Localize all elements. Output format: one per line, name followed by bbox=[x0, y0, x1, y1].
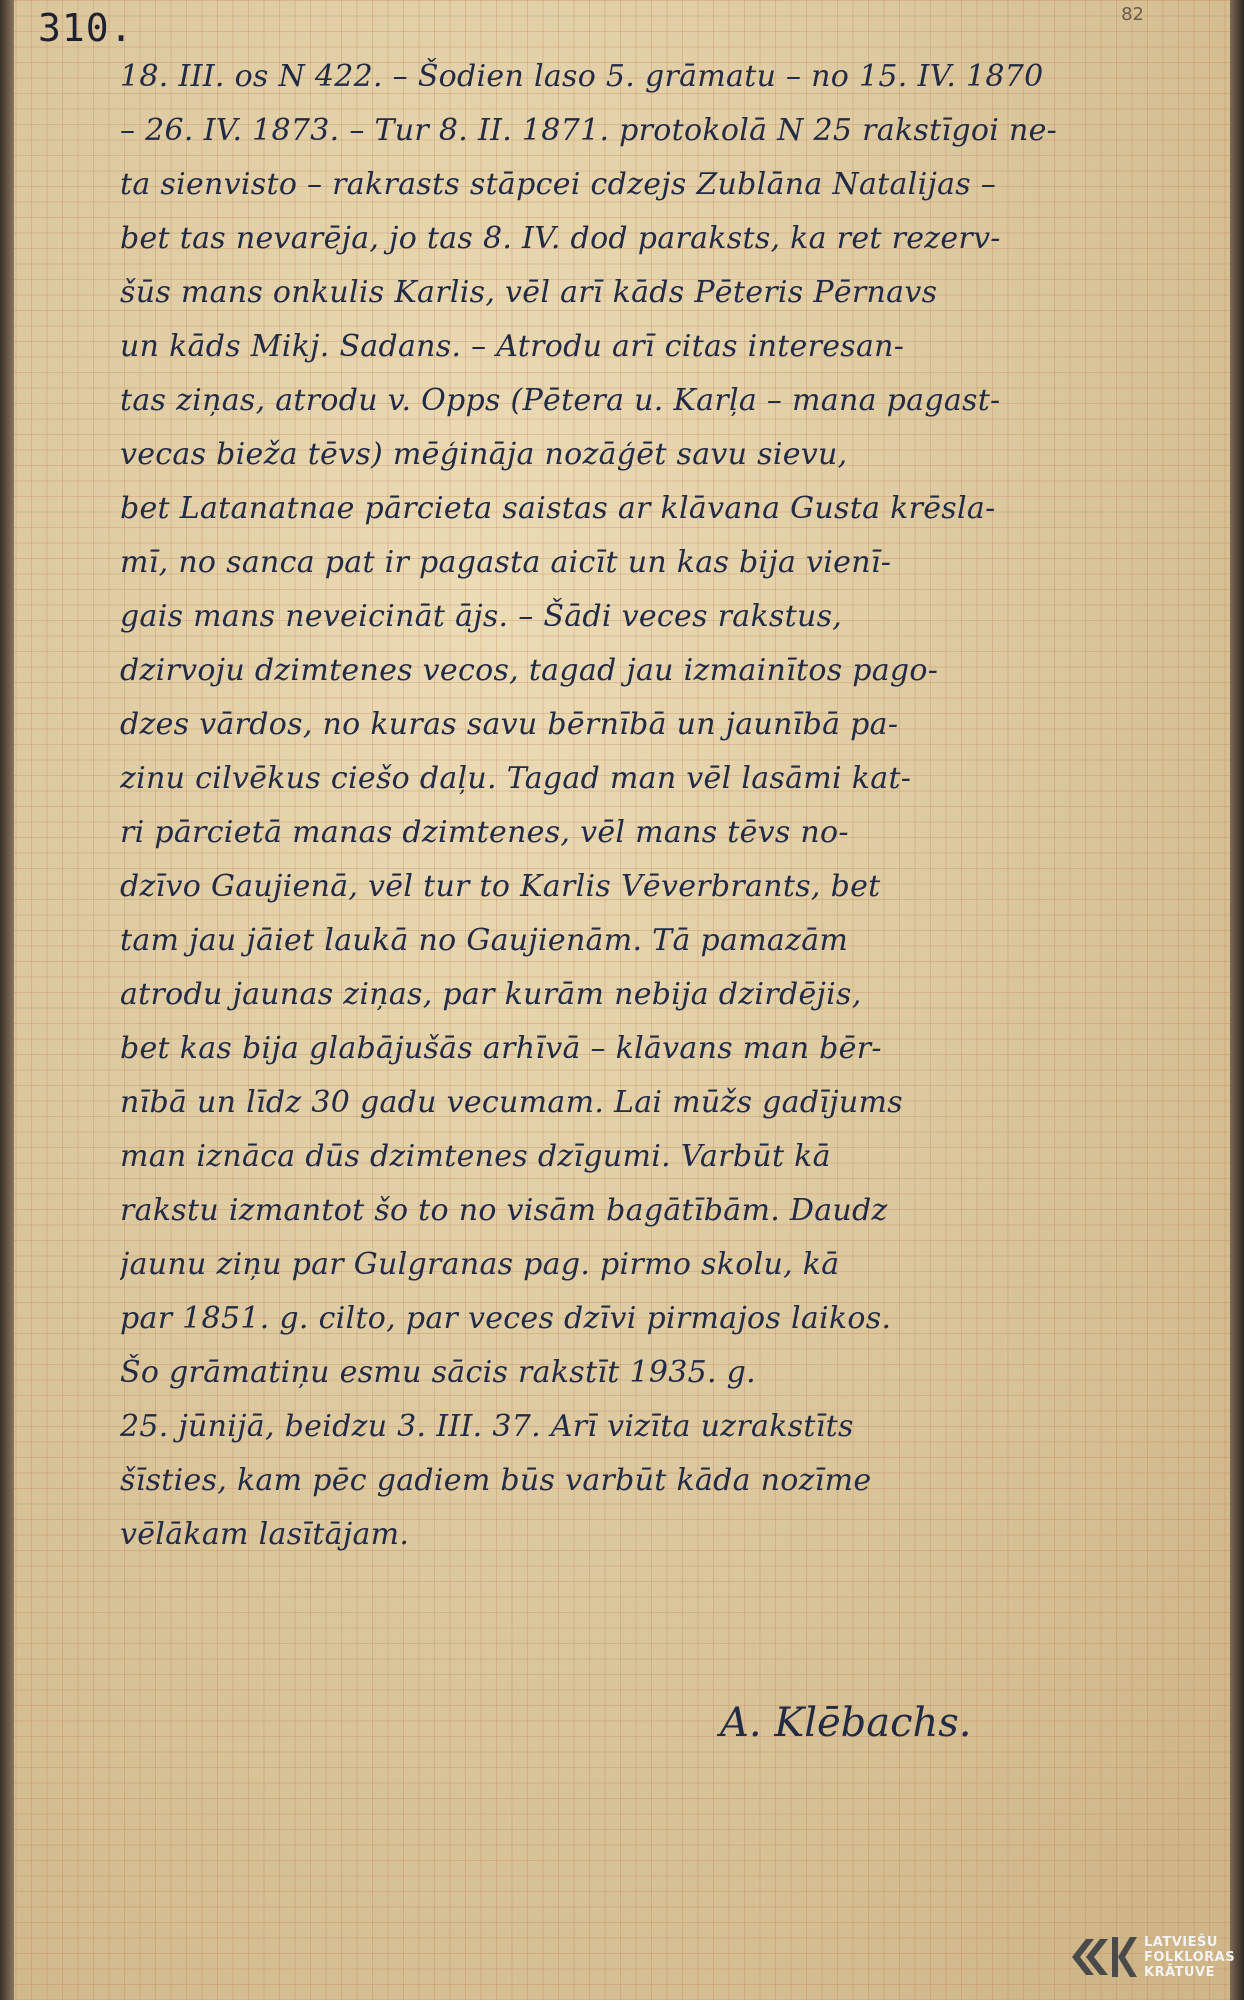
text-line: gais mans neveicināt ājs. – Šādi veces rakstus, bbox=[120, 599, 843, 634]
logo-line-2: FOLKLORAS bbox=[1144, 1949, 1236, 1965]
page-right-edge bbox=[1230, 0, 1244, 2000]
text-line: – 26. IV. 1873. – Tur 8. II. 1871. protokolā N 25 rakstīgoi ne- bbox=[120, 113, 1058, 148]
archive-logo-text bbox=[1144, 1935, 1235, 1980]
text-line: tas ziņas, atrodu v. Opps (Pētera u. Karļa – mana pagast- bbox=[120, 383, 1001, 418]
text-line: bet tas nevarēja, jo tas 8. IV. dod paraksts, ka ret rezerv- bbox=[120, 221, 1001, 256]
text-line: mī, no sanca pat ir pagasta aicīt un kas bija vienī- bbox=[120, 545, 892, 580]
text-line: atrodu jaunas ziņas, par kurām nebija dzirdējis, bbox=[120, 977, 862, 1012]
text-line: šīsties, kam pēc gadiem būs varbūt kāda nozīme bbox=[120, 1463, 872, 1498]
text-line: dzirvoju dzimtenes vecos, tagad jau izmainītos pago- bbox=[120, 653, 939, 688]
text-line: nībā un līdz 30 gadu vecumam. Lai mūžs gadījums bbox=[120, 1085, 903, 1120]
text-line: un kāds Mikj. Sadans. – Atrodu arī citas interesan- bbox=[120, 329, 905, 364]
text-line: ta sienvisto – rakrasts stāpcei cdzejs Zublāna Natalijas – bbox=[120, 167, 997, 202]
archive-logo bbox=[1068, 1916, 1240, 1998]
text-line: bet kas bija glabājušās arhīvā – klāvans man bēr- bbox=[120, 1031, 882, 1066]
corner-mark: 82 bbox=[1121, 4, 1144, 25]
text-line: jaunu ziņu par Gulgranas pag. pirmo skolu, kā bbox=[120, 1247, 840, 1282]
text-line: šūs mans onkulis Karlis, vēl arī kāds Pēteris Pērnavs bbox=[120, 275, 938, 310]
text-line: Šo grāmatiņu esmu sācis rakstīt 1935. g. bbox=[120, 1355, 757, 1390]
author-signature: A. Klēbachs. bbox=[720, 1700, 972, 1746]
text-line: rakstu izmantot šo to no visām bagātībām. Daudz bbox=[120, 1193, 888, 1228]
text-line: tam jau jāiet laukā no Gaujienām. Tā pamazām bbox=[120, 923, 849, 958]
text-line: ri pārcietā manas dzimtenes, vēl mans tēvs no- bbox=[120, 815, 849, 850]
text-line: par 1851. g. cilto, par veces dzīvi pirmajos laikos. bbox=[120, 1301, 892, 1336]
text-line: 25. jūnijā, beidzu 3. III. 37. Arī vizīta uzrakstīts bbox=[120, 1409, 854, 1444]
logo-line-1: LATVIEŠU bbox=[1144, 1934, 1218, 1950]
text-line: vēlākam lasītājam. bbox=[120, 1517, 410, 1552]
text-line: dzīvo Gaujienā, vēl tur to Karlis Vēverbrants, bet bbox=[120, 869, 881, 904]
text-line: bet Latanatnae pārcieta saistas ar klāvana Gusta krēsla- bbox=[120, 491, 996, 526]
logo-line-3: KRĀTUVE bbox=[1144, 1964, 1216, 1980]
text-line: 18. III. os N 422. – Šodien laso 5. grāmatu – no 15. IV. 1870 bbox=[120, 59, 1044, 94]
text-line: man iznāca dūs dzimtenes dzīgumi. Varbūt kā bbox=[120, 1139, 831, 1174]
archive-logo-mark-icon bbox=[1068, 1929, 1138, 1985]
page-number: 310. bbox=[38, 6, 134, 50]
text-line: vecas bieža tēvs) mēģināja nozāģēt savu sievu, bbox=[120, 437, 848, 472]
handwritten-text-block bbox=[120, 50, 1190, 1562]
text-line: zinu cilvēkus ciešo daļu. Tagad man vēl lasāmi kat- bbox=[120, 761, 912, 796]
page-left-edge bbox=[0, 0, 14, 2000]
text-line: dzes vārdos, no kuras savu bērnībā un jaunībā pa- bbox=[120, 707, 899, 742]
